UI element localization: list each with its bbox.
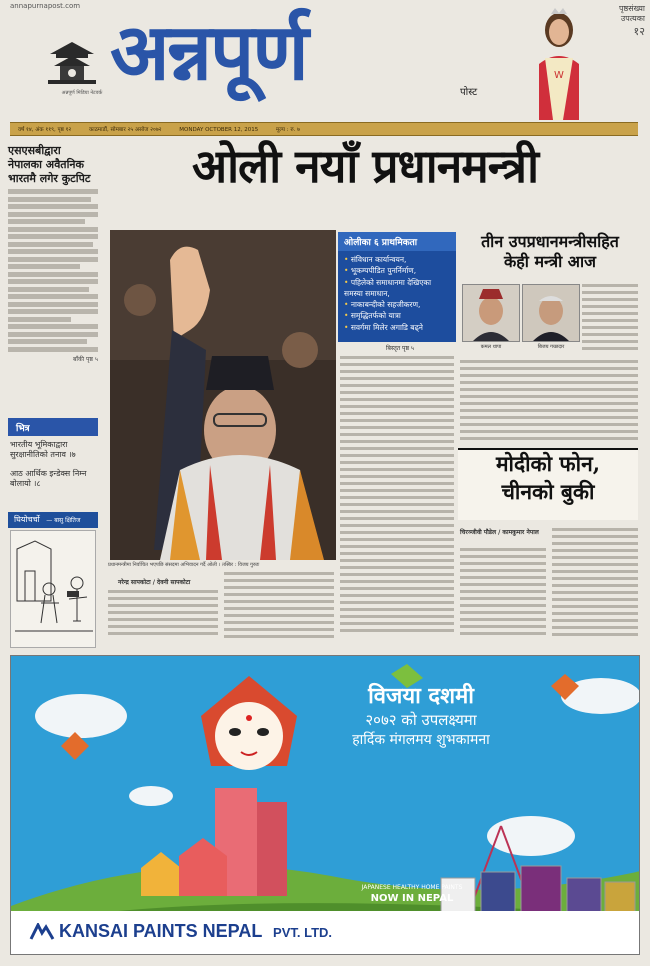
priorities-list — [338, 251, 456, 336]
kansai-logo-icon — [29, 923, 55, 945]
inside-item[interactable]: भारतीय भूमिकाद्वारा सुरक्षानीतिको तनाव ।७ — [10, 440, 76, 459]
deputy-headline-line2: केही मन्त्री आज — [503, 252, 597, 271]
nepali-date: काठमाडौं, सोमबार २५ असोज २०७२ — [89, 127, 162, 133]
inside-section-label: भित्र — [8, 418, 98, 436]
left-story-body — [8, 189, 98, 352]
modi-headline-line1: मोदीको फोन, — [495, 451, 601, 476]
greeting-line3: हार्दिक मंगलमय शुभकामना — [352, 732, 490, 748]
lower-story-col1 — [108, 590, 218, 638]
main-headline[interactable]: ओली नयाँ प्रधानमन्त्री — [192, 139, 538, 193]
greeting-line2: २०७२ को उपलक्ष्यमा — [365, 711, 477, 729]
page-count-label: पृष्ठसंख्या — [618, 4, 645, 13]
beauty-queen-photo — [515, 4, 597, 120]
priority-item: • संविधान कार्यान्वयन, — [344, 254, 450, 265]
priority-item: • भूकम्पपीडित पुनर्निर्माण, — [344, 265, 450, 276]
inside-list — [10, 440, 100, 488]
now-in-nepal: NOW IN NEPAL — [370, 892, 454, 904]
issue-info: वर्ष १४, अंक ११९, पृष्ठ १२ — [18, 127, 72, 133]
brand-name-main: KANSAI PAINTS NEPAL — [59, 921, 263, 941]
deputy-name: बिजय गच्छदार — [537, 344, 565, 350]
deputy-sidebar-text — [582, 284, 638, 354]
deputy-portrait — [462, 284, 520, 350]
left-story-continued[interactable]: बाँकी पृष्ठ ५ — [72, 355, 98, 363]
kansai-paints-ad[interactable] — [10, 655, 640, 955]
photo-caption: प्रधानमन्त्रीमा निर्वाचित भएपछि संसदमा अभिवादन गर्दै ओली । तस्बिर : विजय गुरुङ — [108, 562, 260, 568]
left-story — [8, 144, 98, 406]
lower-story-byline: नरेन्द्र सापकोटा / देवनी सापकोटा — [118, 579, 191, 586]
priority-item: • सवर्गमा मिलेर अगाडि बढ्ने — [344, 322, 450, 333]
product-tagline: JAPANESE HEALTHY HOME PAINTS — [361, 884, 463, 891]
newspaper-title-suffix: पोस्ट — [460, 87, 478, 98]
greeting-line1: विजया दशमी — [368, 684, 474, 709]
priorities-title: ओलीका ६ प्राथमिकता — [338, 232, 456, 251]
left-story-headline: एसएसबीद्वारा नेपालका अवैतनिक भारतमै लगेर कुटपिट — [8, 144, 91, 185]
temple-logo-icon — [42, 40, 102, 90]
svg-text:W: W — [554, 70, 564, 81]
cartoon-label — [8, 512, 98, 528]
modi-byline: चिरञ्जीवी पौडेल / कामकुमार नेपाल — [460, 529, 539, 536]
priority-item: • पहिलेको समाधानमा देखिएका समस्या समाधान, — [344, 277, 450, 300]
modi-story-body-col1 — [460, 548, 546, 638]
cartoon-title: घियोचर्चो — [14, 515, 40, 524]
dashain-greeting — [311, 680, 531, 749]
page-count-sub: उपत्यका — [620, 14, 645, 24]
modi-story-body-col2 — [552, 528, 638, 638]
brand-name — [59, 921, 332, 942]
brand-strip — [11, 911, 640, 955]
lower-story-col2 — [224, 572, 334, 638]
priority-item: • नाकाबन्दीको सहजीकरण, — [344, 299, 450, 310]
deputy-portrait — [522, 284, 580, 350]
cartoon-artist: — बासु क्षितिज — [46, 517, 81, 524]
inside-item[interactable]: आठ आर्थिक इन्डेक्स निम्न बोलायो ।८ — [10, 469, 87, 488]
now-in-nepal-banner — [357, 884, 467, 905]
lead-story-body — [340, 356, 454, 636]
priorities-continued[interactable]: बिस्तृत पृष्ठ ५ — [386, 345, 415, 352]
deputy-headline-line1: तीन उपप्रधानमन्त्रीसहित — [481, 232, 619, 251]
emblem-caption: अन्नपूर्ण मिडिया नेटवर्क — [61, 90, 103, 96]
brand-name-suffix: PVT. LTD. — [273, 925, 333, 940]
price: मूल्य : रु. ७ — [276, 127, 300, 133]
deputy-name: कमल थापा — [480, 344, 502, 350]
oli-waving-photo — [110, 230, 336, 560]
bijay-gachhadar-photo — [522, 284, 580, 342]
priorities-box — [338, 232, 456, 342]
page-count-number: १२ — [633, 24, 645, 38]
modi-headline-line2: चीनको बुकी — [501, 479, 595, 505]
website-url: annapurnapost.com — [10, 2, 81, 10]
priority-item: • समृद्धितर्फको यात्रा — [344, 310, 450, 321]
kamal-thapa-photo — [462, 284, 520, 342]
modi-story-headline-box[interactable] — [458, 448, 638, 520]
english-date: MONDAY OCTOBER 12, 2015 — [179, 127, 259, 133]
newspaper-title: अन्नपूर्ण — [110, 7, 307, 98]
editorial-cartoon — [10, 530, 96, 648]
deputy-pm-headline[interactable] — [460, 232, 640, 272]
dateline-bar — [10, 122, 638, 136]
page-count-box — [605, 4, 645, 39]
deputy-story-body — [460, 360, 638, 440]
